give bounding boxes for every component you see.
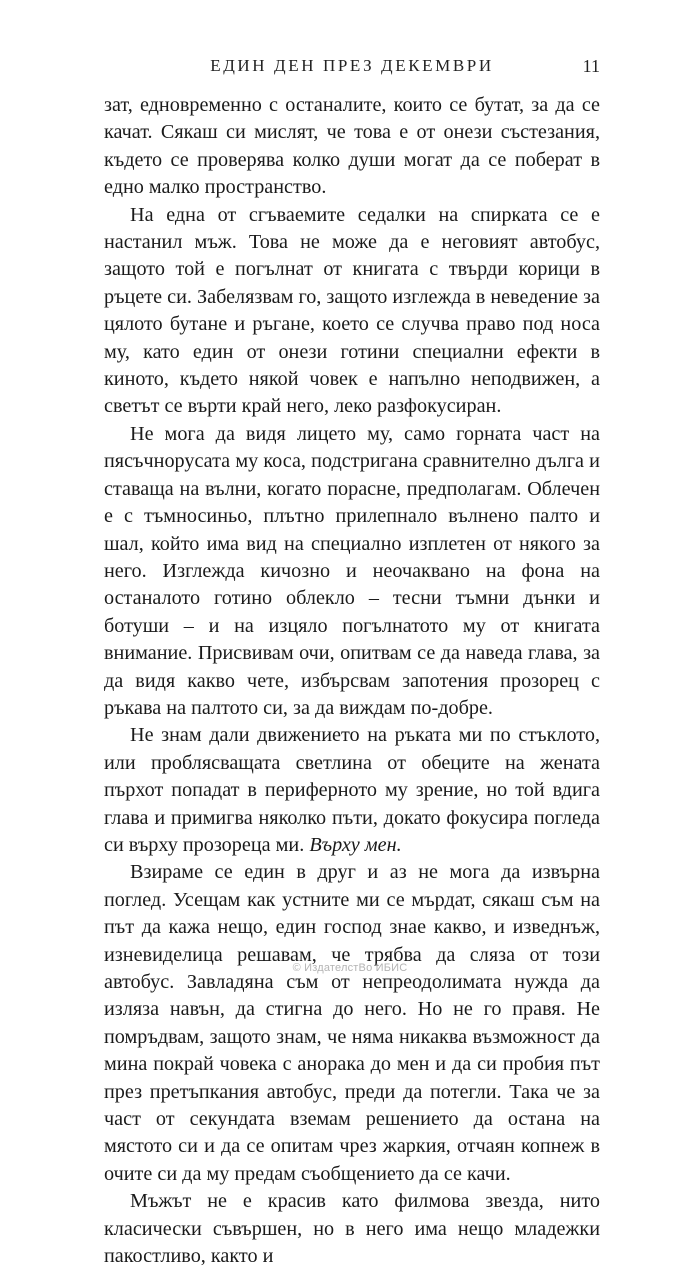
paragraph-continued	[104, 92, 600, 202]
paragraph	[104, 421, 600, 722]
paragraph	[104, 1188, 600, 1270]
paragraph-text: Не мога да видя лицето му, само горната част на пясъчнорусата му коса, подстригана сравнително дълга и ставаща на вълни, когато порасне, предполагам. Облечен е с тъмносиньо, плътно прилепнало вълнено палто и шал, който има вид на специално изплетен от някого за него. Изглежда кичозно и неочаквано на фона на останалото готино облекло – тесни тъмни дънки и ботуши – и на изцяло погълнатото му от книгата внимание. Присвивам очи, опитвам се да наведа глава, за да видя какво чете, избърсвам запотения прозорец с ръкава на палтото си, за да виждам по-добре.	[104, 422, 600, 719]
copyright-footer: © ИздателстВо ИБИС	[292, 962, 408, 974]
paragraph-text: Не знам дали движението на ръката ми по стъклото, или проблясващата светлина от обеците на жената пърхот попадат в периферното му зрение, но той вдига глава и примигва няколко пъти, докато фокусира погледа си върху прозореца ми.	[104, 724, 600, 856]
paragraph	[104, 722, 600, 859]
paragraph-text: зат, едновременно с останалите, които се бутат, за да се качат. Сякаш си мислят, че това е от онези състезания, където се проверява колко души могат да се поберат в едно малко пространство.	[104, 94, 600, 199]
page-number: 11	[582, 56, 600, 76]
paragraph-text: На една от сгъваемите седалки на спирката се е настанил мъж. Това не може да е неговият автобус, защото той е погълнат от книгата с твърди корици в ръцете си. Забелязвам го, защото изглежда в неведение за цялото бутане и ръгане, което се случва право под носа му, като един от онези готини специални ефекти в киното, където някой човек е напълно неподвижен, а светът се върти край него, леко разфокусиран.	[104, 203, 600, 418]
paragraph-text: Мъжът не е красив като филмова звезда, нито класически съвършен, но в него има нещо младежки пакостливо, както и	[104, 1190, 600, 1268]
running-header	[104, 56, 600, 82]
paragraph	[104, 202, 600, 421]
italic-phrase: Върху мен.	[309, 833, 402, 856]
running-title: ЕДИН ДЕН ПРЕЗ ДЕКЕМВРИ	[210, 56, 494, 75]
body-text	[104, 92, 600, 1270]
paragraph-text: Взираме се един в друг и аз не мога да извърна поглед. Усещам как устните ми се мърдат, сякаш съм на път да кажа нещо, един господ знае какво, и изведнъж, изневиделица решавам, че трябва да сляза от този автобус. Завладяна съм от непреодолимата нужда да изляза навън, да стигна до него. Но не го правя. Не помръдвам, защото знам, че няма никаква възможност да мина покрай човека с анорака до мен и да си пробия път през претъпкания автобус, преди да потегли. Така че за част от секундата вземам решението да остана на мястото си и да се опитам чрез жаркия, отчаян копнеж в очите си да му предам съобщението да се качи.	[104, 861, 600, 1185]
paragraph	[104, 859, 600, 1188]
